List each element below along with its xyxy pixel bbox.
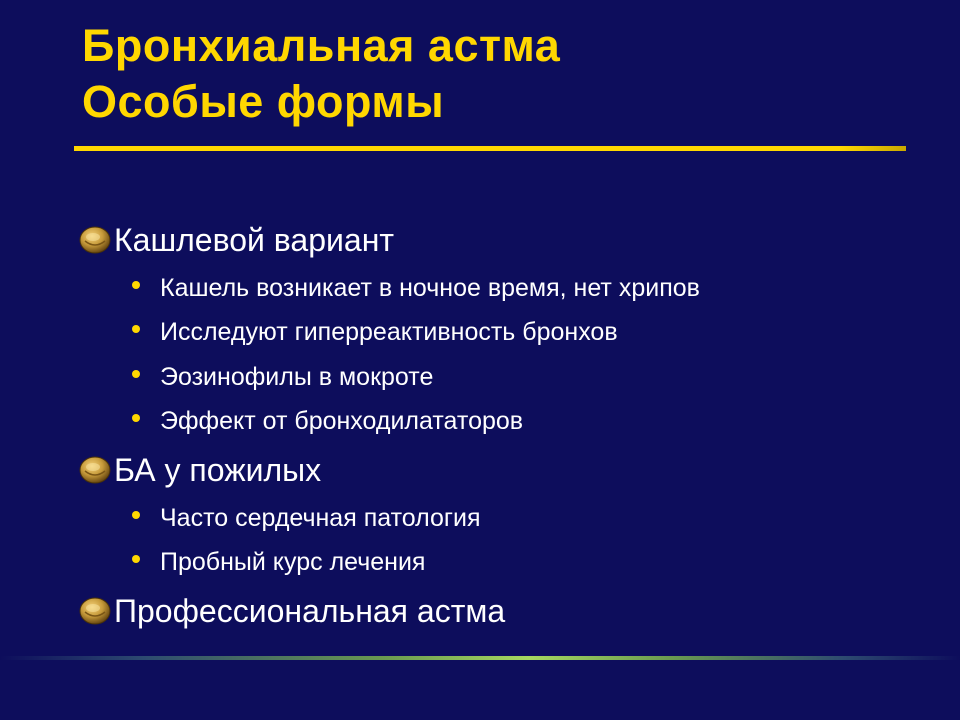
list-item (132, 546, 425, 578)
list-item-text: Исследуют гиперреактивность бронхов (160, 317, 618, 346)
section-occupational-asthma (78, 591, 505, 631)
bullet-dot-icon (132, 325, 140, 333)
title-line-2: Особые формы (82, 76, 445, 127)
bullet-dot-icon (132, 414, 140, 422)
bullet-dot-icon (132, 555, 140, 563)
bullet-dot-icon (132, 511, 140, 519)
section-label: Кашлевой вариант (114, 221, 395, 258)
list-item (132, 502, 481, 534)
footer-divider (0, 656, 960, 660)
list-item (132, 272, 700, 304)
list-item (132, 361, 433, 393)
section-label: БА у пожилых (114, 451, 322, 488)
list-item-text: Эозинофилы в мокроте (160, 362, 434, 391)
list-item-text: Кашель возникает в ночное время, нет хрипов (160, 273, 700, 302)
section-elderly-asthma (78, 450, 321, 490)
coin-bullet-icon (78, 225, 112, 255)
list-item (132, 316, 618, 348)
bullet-dot-icon (132, 370, 140, 378)
section-cough-variant (78, 220, 394, 260)
coin-bullet-icon (78, 596, 112, 626)
bullet-dot-icon (132, 281, 140, 289)
section-label: Профессиональная астма (114, 592, 506, 629)
list-item-text: Пробный курс лечения (160, 547, 426, 576)
list-item-text: Часто сердечная патология (160, 503, 481, 532)
list-item (132, 405, 523, 437)
title-line-1: Бронхиальная астма (82, 20, 561, 71)
coin-bullet-icon (78, 455, 112, 485)
list-item-text: Эффект от бронходилататоров (160, 406, 524, 435)
